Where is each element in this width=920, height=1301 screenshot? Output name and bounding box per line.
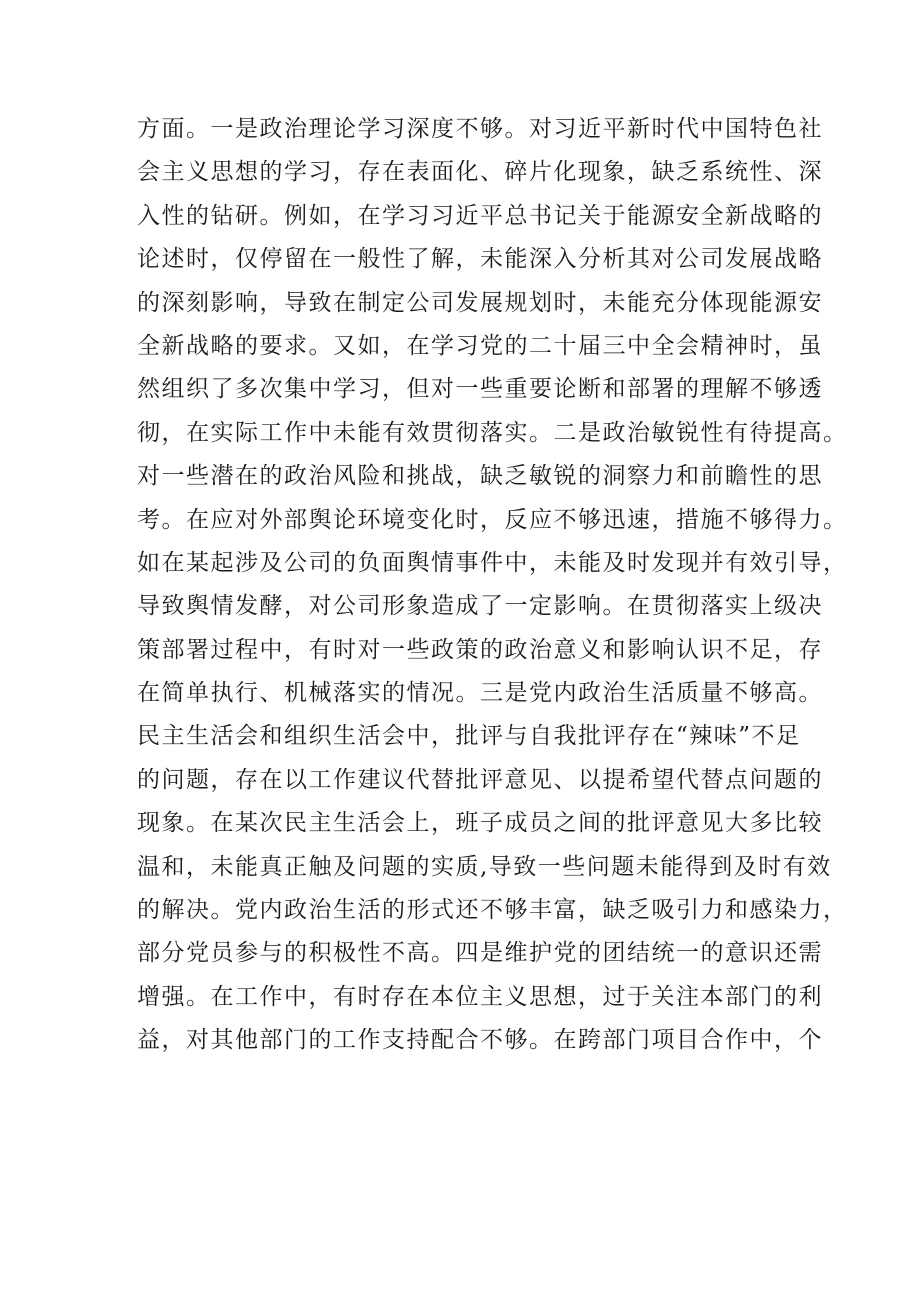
text-line: 入性的钻研。例如，在学习习近平总书记关于能源安全新战略的 xyxy=(137,202,823,229)
text-line: 策部署过程中，有时对一些政策的政治意义和影响认识不足，存 xyxy=(137,636,823,663)
text-line: 增强。在工作中，有时存在本位主义思想，过于关注本部门的利 xyxy=(137,983,823,1010)
text-line: 彻，在实际工作中未能有效贯彻落实。二是政治敏锐性有待提高。 xyxy=(137,419,848,446)
text-line: 的问题，存在以工作建议代替批评意见、以提希望代替点问题的 xyxy=(137,766,823,793)
text-line: 民主生活会和组织生活会中，批评与自我批评存在“辣味”不足 xyxy=(137,723,801,750)
text-line: 的深刻影响，导致在制定公司发展规划时，未能充分体现能源安 xyxy=(137,289,823,316)
text-line: 益，对其他部门的工作支持配合不够。在跨部门项目合作中，个 xyxy=(137,1027,823,1054)
text-line: 的解决。党内政治生活的形式还不够丰富，缺乏吸引力和感染力， xyxy=(137,897,848,924)
text-line: 会主义思想的学习，存在表面化、碎片化现象，缺乏系统性、深 xyxy=(137,159,823,186)
text-line: 在简单执行、机械落实的情况。三是党内政治生活质量不够高。 xyxy=(137,680,823,707)
text-line: 论述时，仅停留在一般性了解，未能深入分析其对公司发展战略 xyxy=(137,246,823,273)
text-line: 温和，未能真正触及问题的实质,导致一些问题未能得到及时有效 xyxy=(137,853,832,880)
text-line: 部分党员参与的积极性不高。四是维护党的团结统一的意识还需 xyxy=(137,940,823,967)
text-line: 全新战略的要求。又如，在学习党的二十届三中全会精神时，虽 xyxy=(137,332,823,359)
text-line: 对一些潜在的政治风险和挑战，缺乏敏锐的洞察力和前瞻性的思 xyxy=(137,463,823,490)
text-line: 方面。一是政治理论学习深度不够。对习近平新时代中国特色社 xyxy=(137,116,823,142)
text-line: 然组织了多次集中学习，但对一些重要论断和部署的理解不够透 xyxy=(137,376,823,403)
text-line: 考。在应对外部舆论环境变化时，反应不够迅速，措施不够得力。 xyxy=(137,506,848,533)
text-line: 如在某起涉及公司的负面舆情事件中，未能及时发现并有效引导， xyxy=(137,549,848,576)
document-body xyxy=(137,108,848,1063)
text-line: 现象。在某次民主生活会上，班子成员之间的批评意见大多比较 xyxy=(137,810,823,837)
text-line: 导致舆情发酵，对公司形象造成了一定影响。在贯彻落实上级决 xyxy=(137,593,823,620)
